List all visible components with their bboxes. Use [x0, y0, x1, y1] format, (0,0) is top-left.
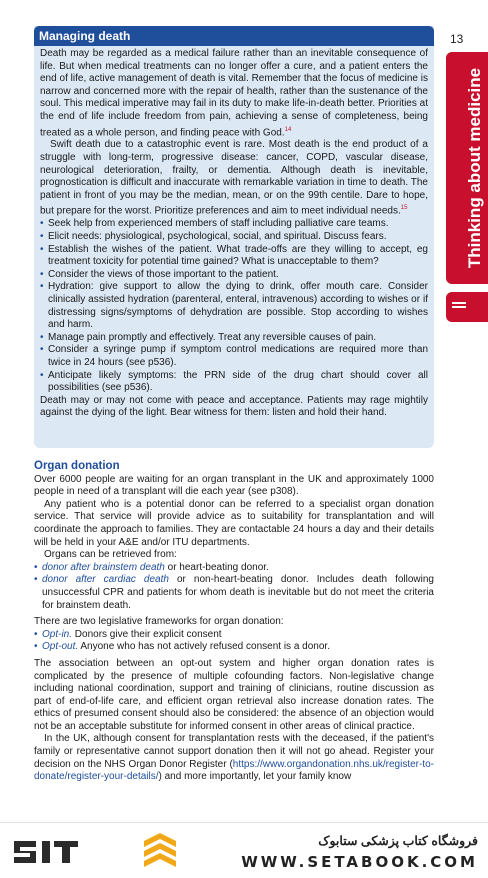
box-paragraph-2-text: Swift death due to a catastrophic event is rare. Most death is the end product of a struggle with long-term, progressive disease: cancer, COPD, vascular disease, neurological deterioration, frailty, or dementia. Although death is inevitable, prognostication is difficult and inaccurate with remarkable variation in time to death. The patient in front of you may be the median, mean, or on the 99th centile. Dare to hope, but prepare for the worst. Prioritize preferences and aim to meet individual needs. [40, 139, 428, 217]
list-item [34, 641, 434, 654]
framework-desc: Anyone who has not actively refused consent is a donor. [78, 641, 330, 653]
organ-paragraph-4: There are two legislative frameworks for organ donation: [34, 616, 284, 628]
list-item: • Consider the views of those important to the patient. [40, 269, 428, 282]
donor-term: donor after brainstem death [42, 561, 165, 573]
organ-donation-heading: Organ donation [34, 460, 120, 472]
footer-store-name: فروشگاه کتاب پزشکی ستابوک [318, 834, 478, 848]
organ-paragraph-6 [34, 733, 434, 783]
list-item: • Manage pain promptly and effectively. Treat any reversible causes of pain. [40, 332, 428, 345]
list-item [34, 574, 434, 612]
box-paragraph-1-text: Death may be regarded as a medical failure rather than an inevitable consequence of life. But when medical treatments can no longer offer a cure, and a patient enters the end of life, active management of death is vital. Remember that the focus of medicine is narrow and concerned more with the repair of health, rather than the sustenance of the soul. This medical imperative may fail in its duty to make life-in-death better. Priorities at the end of life include freedom from pain, achieving a sense of completeness, being treated as a whole person, and finding peace with God. [40, 48, 428, 138]
list-item [34, 562, 434, 575]
chapter-tab-label: Thinking about medicine [465, 67, 484, 269]
footer-website[interactable]: WWW.SETABOOK.COM [241, 853, 478, 871]
organ-donation-section [34, 460, 434, 784]
organ-paragraph-1: Over 6000 people are waiting for an organ transplant in the UK and approximately 1000 people in need of a transplant will die each year (see p308). [34, 473, 434, 498]
managing-death-box [34, 26, 434, 448]
tab-mark-icon [452, 302, 466, 308]
framework-list [34, 629, 434, 654]
framework-term: Opt-in. [42, 628, 73, 640]
donor-term: donor after cardiac death [42, 574, 169, 586]
organ-paragraph-5: The association between an opt-out system and higher organ donation rates is complicated by the presence of multiple cofounding factors. Non-legislative change including national coordination, support and training of clinicians, routine discussion as part of end-of-life care, and efficient organ retrieval also increase donation rates. The ethics of presumed consent should also be considered: the absence of an objection would not be an acceptable substitute for informed consent in other areas of clinical practice. [34, 657, 434, 732]
list-item: • Consider a syringe pump if symptom control medications are required more than twice in 24 hours (see p536). [40, 344, 428, 369]
footer-banner [0, 822, 488, 878]
box-bullet-list [40, 218, 428, 394]
box-closing: Death may or may not come with peace and acceptance. Patients may rage mightily against the dying of the light. Bear witness for them: listen and hold their hand. [40, 394, 428, 419]
list-item: • Seek help from experienced members of staff including palliative care teams. [40, 218, 428, 231]
page-number: 13 [450, 32, 464, 46]
organ-paragraph-6-text: In the UK, although consent for transplantation rests with the deceased, if the patient's family or representative cannot support donation then it will not go ahead. Register your decision on the NHS Organ Donor Register ( [34, 733, 434, 770]
box-paragraph-2 [40, 139, 428, 218]
list-item: • Establish the wishes of the patient. What trade-offs are they willing to accept, eg treatment toxicity for potential time gained? What is unacceptable to them? [40, 244, 428, 269]
donor-desc: or heart-beating donor. [164, 561, 269, 573]
box-title: Managing death [34, 26, 434, 46]
box-paragraph-1 [40, 48, 428, 139]
organ-paragraph-6-end: ) and more importantly, let your family know [158, 771, 352, 783]
framework-term: Opt-out. [42, 641, 79, 653]
chapter-tab [446, 52, 488, 284]
framework-desc: Donors give their explicit consent [72, 628, 222, 640]
setabook-logo-icon [8, 833, 88, 869]
reference-15[interactable]: 15 [400, 205, 408, 212]
organ-paragraph-3: Organs can be retrieved from: [44, 549, 177, 561]
list-item: • Hydration: give support to allow the dying to drink, offer mouth care. Consider clinically assisted hydration (parenteral, enteral, intravenous) according to wishes or if distressing signs/symptoms of dehydration are possible. Stop according to wishes and harm. [40, 281, 428, 331]
list-item: • Anticipate likely symptoms: the PRN side of the drug chart should cover all possibilities (see p536). [40, 370, 428, 395]
organ-donor-register-link[interactable]: https://www.organdonation.nhs.uk/register-to-donate/register-your-details/ [34, 758, 434, 783]
list-item: • Elicit needs: physiological, psychological, social, and spiritual. Discuss fears. [40, 231, 428, 244]
donor-type-list [34, 562, 434, 612]
chevron-logo-icon [140, 831, 180, 871]
list-item [34, 629, 434, 642]
box-body [34, 46, 434, 420]
reference-14[interactable]: 14 [284, 126, 292, 133]
donor-desc: or non-heart-beating donor. Includes death following unsuccessful CPR and patients for whom death is inevitable but do not meet the criteria for brainstem death. [42, 574, 434, 611]
organ-paragraph-2: Any patient who is a potential donor can be referred to a specialist organ donation service. That service will provide advice as to suitability for transplantation and will coordinate the approach to families. They are contactable 24 hours a day and their details will be held in your A&E and/or ITU departments. [34, 498, 434, 548]
